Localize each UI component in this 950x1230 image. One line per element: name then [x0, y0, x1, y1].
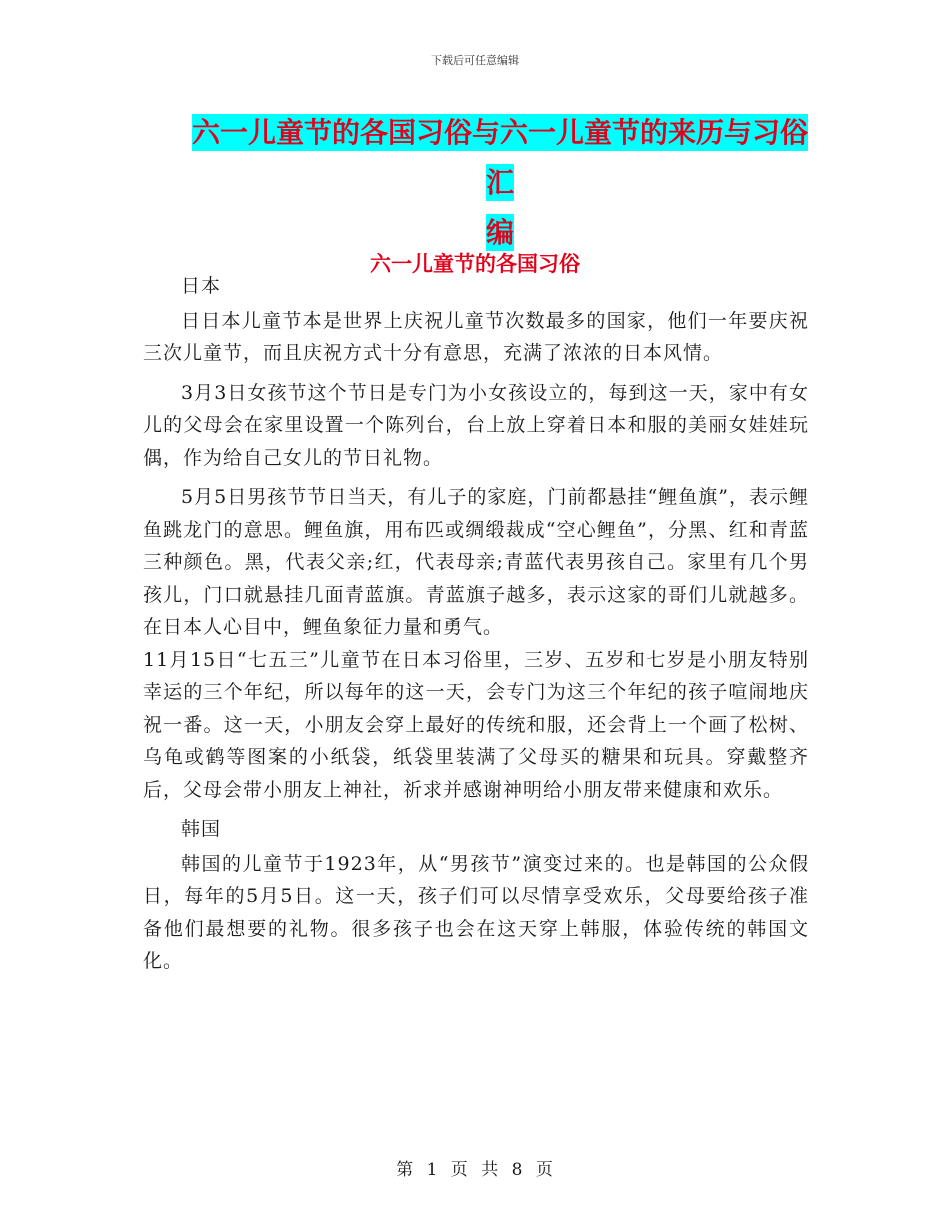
paragraph-japan-intro: 日日本儿童节本是世界上庆祝儿童节次数最多的国家，他们一年要庆祝三次儿童节，而且庆祝方式十分有意思，充满了浓浓的日本风情。 [143, 309, 809, 364]
paragraph-korea-heading: 韩国 [181, 818, 222, 840]
footer-label-page: 第 [396, 1160, 415, 1180]
document-body [143, 270, 809, 985]
footer-label-ye: 页 [450, 1160, 469, 1180]
paragraph-japan-heading: 日本 [181, 275, 222, 297]
paragraph-girls-day: 3月3日女孩节这个节日是专门为小女孩设立的，每到这一天，家中有女儿的父母会在家里设置一个陈列台，台上放上穿着日本和服的美丽女娃娃玩偶，作为给自己女儿的节日礼物。 [143, 381, 809, 469]
footer-label-total: 共 [481, 1160, 500, 1180]
footer-label-ye2: 页 [535, 1160, 554, 1180]
section-title: 六一儿童节的各国习俗 [370, 251, 580, 276]
page-header-note: 下载后可任意编辑 [431, 54, 519, 67]
paragraph-boys-day: 5月5日男孩节节日当天，有儿子的家庭，门前都悬挂“鲤鱼旗”，表示鲤鱼跳龙门的意思。鲤鱼旗，用布匹或绸缎裁成“空心鲤鱼”，分黑、红和青蓝三种颜色。黑，代表父亲;红，代表母亲;青蓝代表男孩自己。家里有几个男孩儿，门口就悬挂几面青蓝旗。青蓝旗子越多，表示这家的哥们儿就越多。在日本人心目中，鲤鱼象征力量和勇气。 [143, 486, 809, 638]
paragraph-korea-childrens-day: 韩国的儿童节于1923年，从“男孩节”演变过来的。也是韩国的公众假日，每年的5月5日。这一天，孩子们可以尽情享受欢乐，父母要给孩子准备他们最想要的礼物。很多孩子也会在这天穿上韩服，体验传统的韩国文化。 [143, 852, 809, 972]
paragraph-shichigosan: 11月15日“七五三”儿童节在日本习俗里，三岁、五岁和七岁是小朋友特别幸运的三个年纪，所以每年的这一天，会专门为这三个年纪的孩子喧闹地庆祝一番。这一天，小朋友会穿上最好的传统和服，还会背上一个画了松树、乌龟或鹤等图案的小纸袋，纸袋里装满了父母买的糖果和玩具。穿戴整齐后，父母会带小朋友上神社，祈求并感谢神明给小朋友带来健康和欢乐。 [143, 648, 809, 801]
page-footer [0, 1155, 950, 1180]
document-title [190, 108, 810, 258]
document-title-line-2: 编 [485, 216, 514, 249]
footer-page-number: 1 [426, 1160, 439, 1180]
footer-total-pages: 8 [511, 1160, 524, 1180]
document-title-line-1: 六一儿童节的各国习俗与六一儿童节的来历与习俗汇 [191, 116, 808, 199]
